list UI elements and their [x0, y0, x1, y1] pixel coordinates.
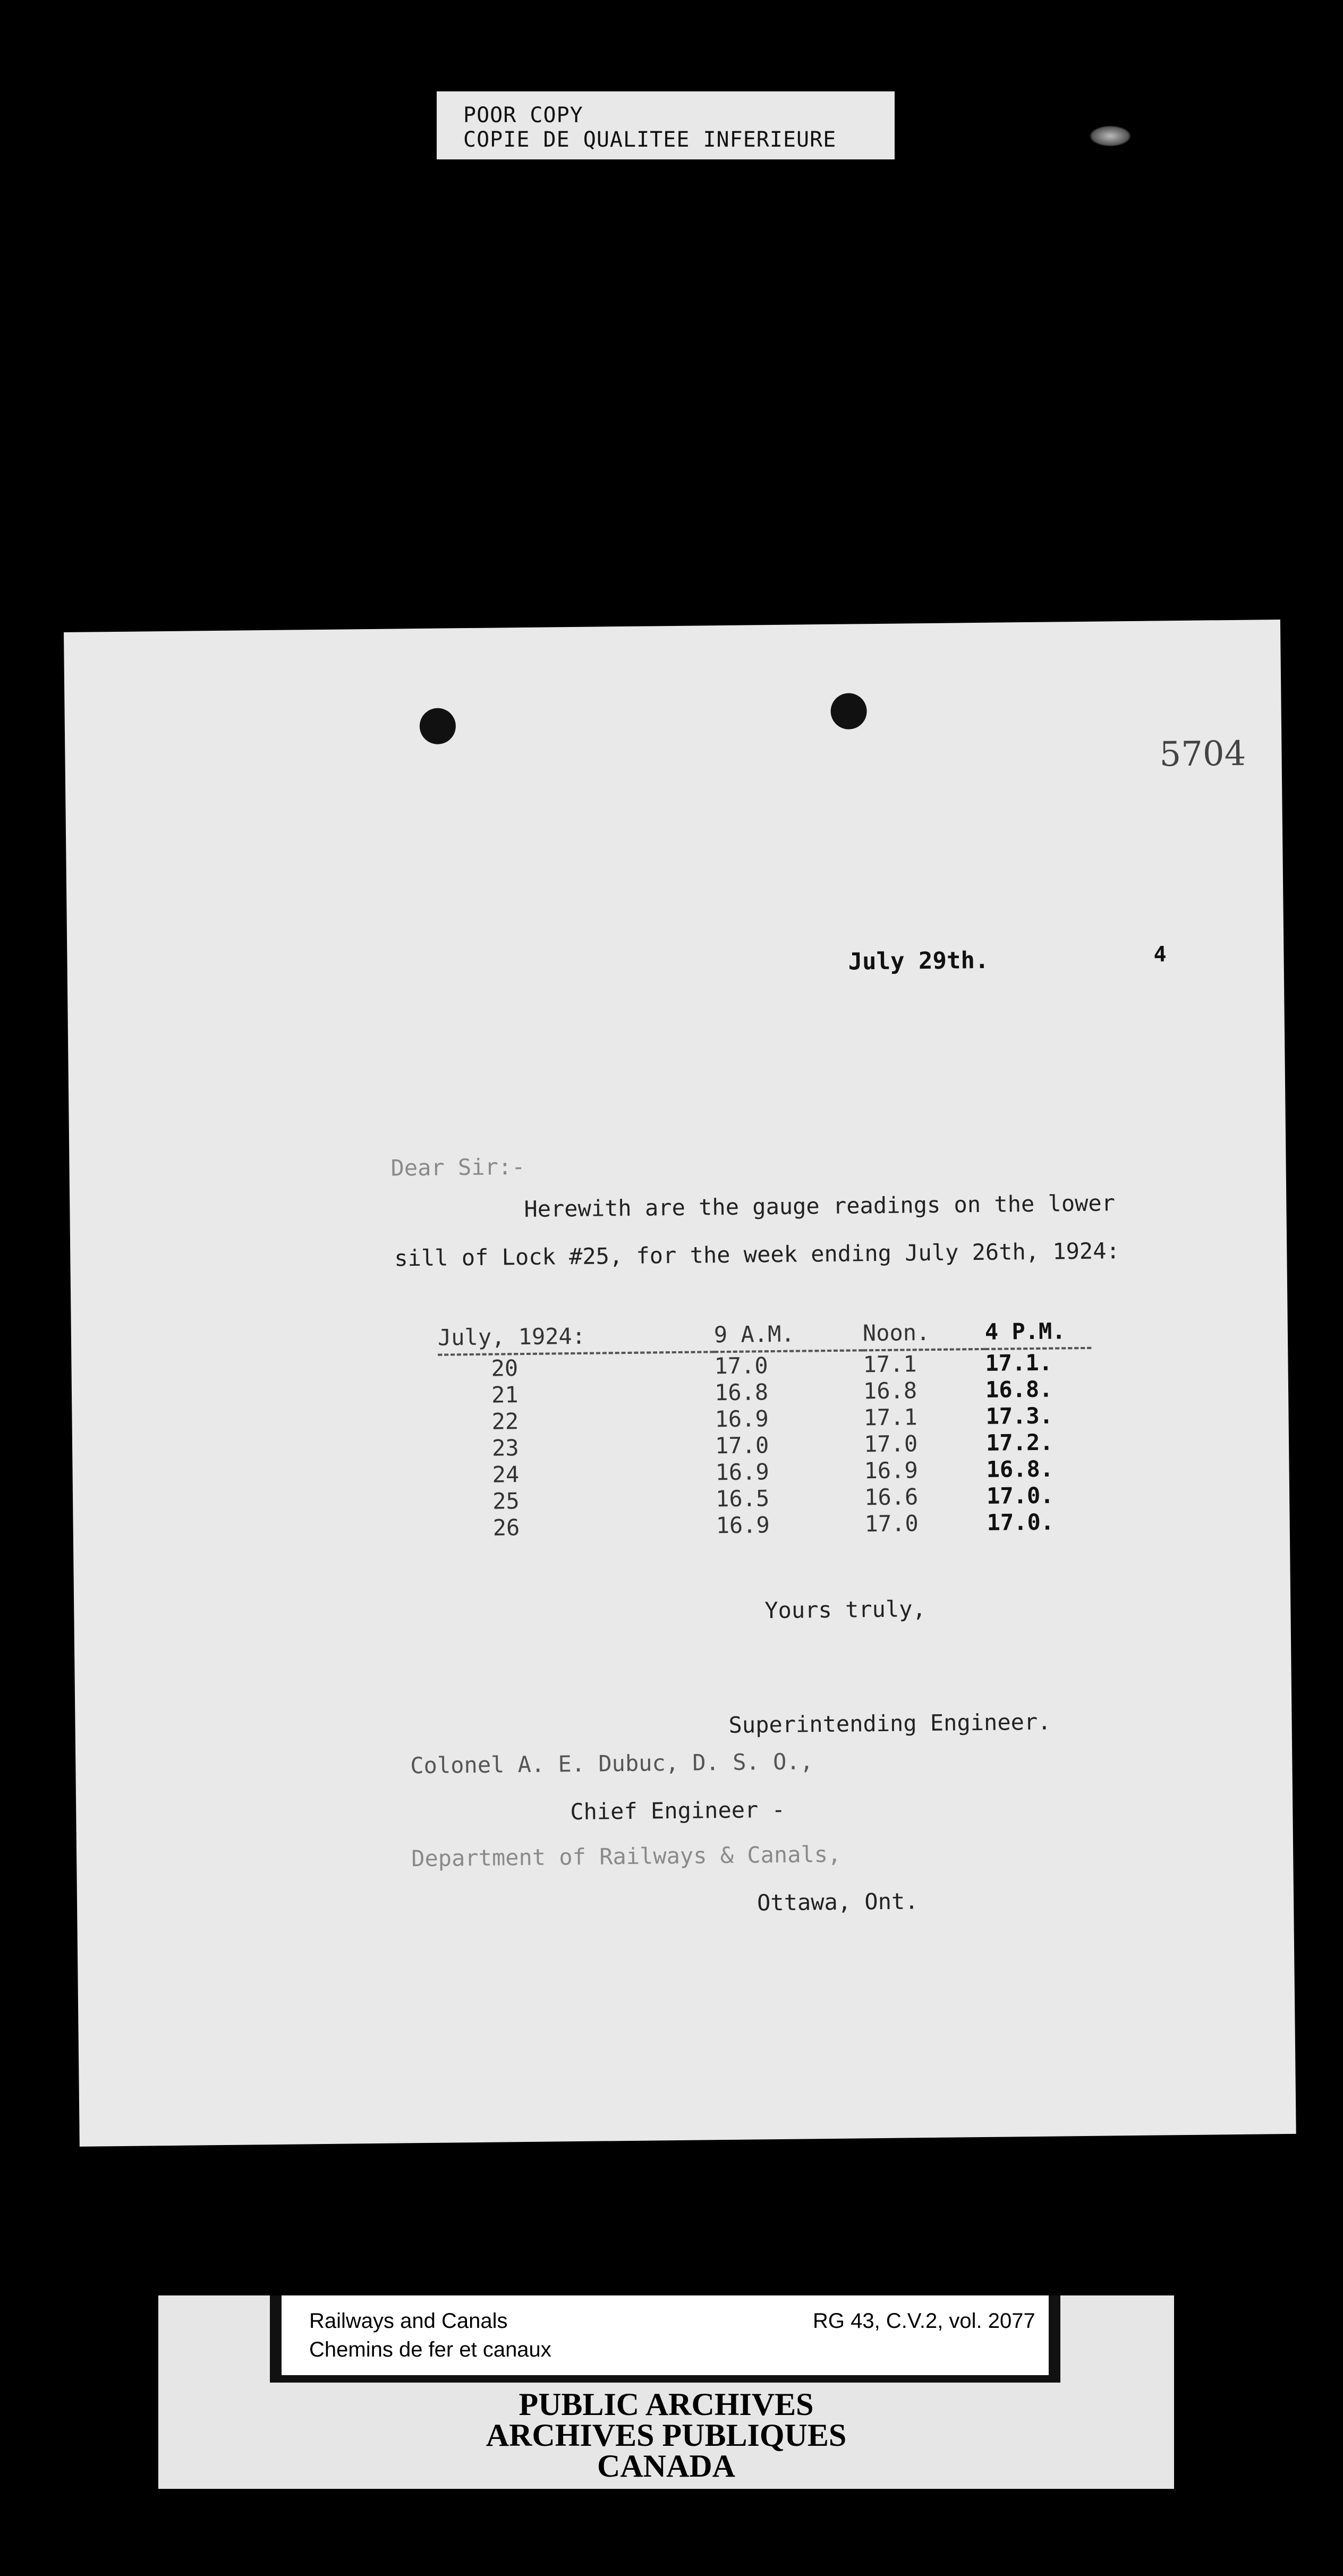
reading-4pm: 16.8.: [986, 1455, 1054, 1482]
day-cell: 26: [492, 1514, 520, 1541]
punch-hole-left: [420, 708, 456, 744]
recipient-name: Colonel A. E. Dubuc, D. S. O.,: [410, 1748, 814, 1779]
reading-noon: 17.0: [864, 1510, 919, 1537]
archive-reference-strip: [270, 2295, 1060, 2375]
reading-4pm: 17.2.: [985, 1429, 1053, 1456]
recipient-department: Department of Railways & Canals,: [411, 1841, 842, 1872]
reading-9am: 17.0: [714, 1352, 768, 1379]
reading-9am: 17.0: [715, 1432, 769, 1459]
archive-reference: RG 43, C.V.2, vol. 2077: [813, 2309, 1035, 2333]
letter-date: July 29th.: [848, 946, 989, 976]
reading-noon: 17.0: [863, 1430, 918, 1458]
sheet-mark: 4: [1153, 942, 1167, 967]
archives-country: CANADA: [597, 2448, 735, 2484]
poor-copy-line-en: POOR COPY: [463, 103, 583, 128]
reading-noon: 17.1: [863, 1351, 917, 1378]
reading-noon: 16.8: [863, 1377, 917, 1404]
column-header-date: July, 1924:: [438, 1321, 715, 1354]
reading-4pm: 17.0.: [987, 1509, 1055, 1536]
reading-4pm: 17.3.: [985, 1402, 1053, 1429]
day-cell: 20: [491, 1355, 518, 1382]
reading-9am: 16.5: [715, 1485, 770, 1512]
recipient-title: Chief Engineer -: [570, 1796, 786, 1825]
column-header-4pm: 4 P.M.: [985, 1318, 1092, 1349]
punch-hole-right: [830, 693, 867, 730]
archive-label: [158, 2295, 1174, 2489]
reading-noon: 17.1: [863, 1404, 917, 1431]
day-cell: 25: [492, 1488, 520, 1514]
reading-4pm: 17.1.: [985, 1349, 1053, 1376]
reading-4pm: 17.0.: [986, 1482, 1054, 1509]
reading-9am: 16.8: [714, 1379, 769, 1406]
poor-copy-line-fr: COPIE DE QUALITEE INFERIEURE: [463, 128, 837, 152]
day-cell: 24: [492, 1461, 520, 1488]
fonds-name-fr: Chemins de fer et canaux: [309, 2338, 551, 2361]
letter-page: [64, 620, 1296, 2147]
reading-noon: 16.9: [864, 1457, 919, 1484]
archives-name-en: PUBLIC ARCHIVES: [518, 2387, 814, 2422]
reading-9am: 16.9: [715, 1405, 769, 1433]
page-number: 5704: [1159, 734, 1246, 775]
reading-9am: 16.9: [715, 1459, 770, 1486]
closing: Yours truly,: [764, 1596, 926, 1624]
strip-shadow: [270, 2375, 1060, 2383]
reading-noon: 16.6: [864, 1484, 919, 1511]
archives-name-fr: ARCHIVES PUBLIQUES: [486, 2418, 847, 2453]
recipient-city: Ottawa, Ont.: [756, 1888, 919, 1916]
reading-9am: 16.9: [716, 1512, 770, 1539]
column-header-noon: Noon.: [863, 1319, 985, 1350]
body-line-2: sill of Lock #25, for the week ending July 26th, 1924:: [394, 1238, 1120, 1272]
salutation: Dear Sir:-: [390, 1153, 525, 1181]
day-cell: 22: [491, 1408, 519, 1435]
day-cell: 21: [491, 1382, 518, 1408]
fonds-name-en: Railways and Canals: [309, 2309, 508, 2333]
gauge-readings-table: [438, 1318, 1093, 1542]
body-line-1: Herewith are the gauge readings on the lower: [524, 1190, 1116, 1222]
poor-copy-stamp: [437, 91, 895, 159]
signer-title: Superintending Engineer.: [728, 1708, 1051, 1739]
day-cell: 23: [491, 1435, 519, 1461]
film-speck: [1089, 125, 1132, 147]
column-header-9am: 9 A.M.: [714, 1320, 863, 1352]
reading-4pm: 16.8.: [985, 1376, 1053, 1403]
